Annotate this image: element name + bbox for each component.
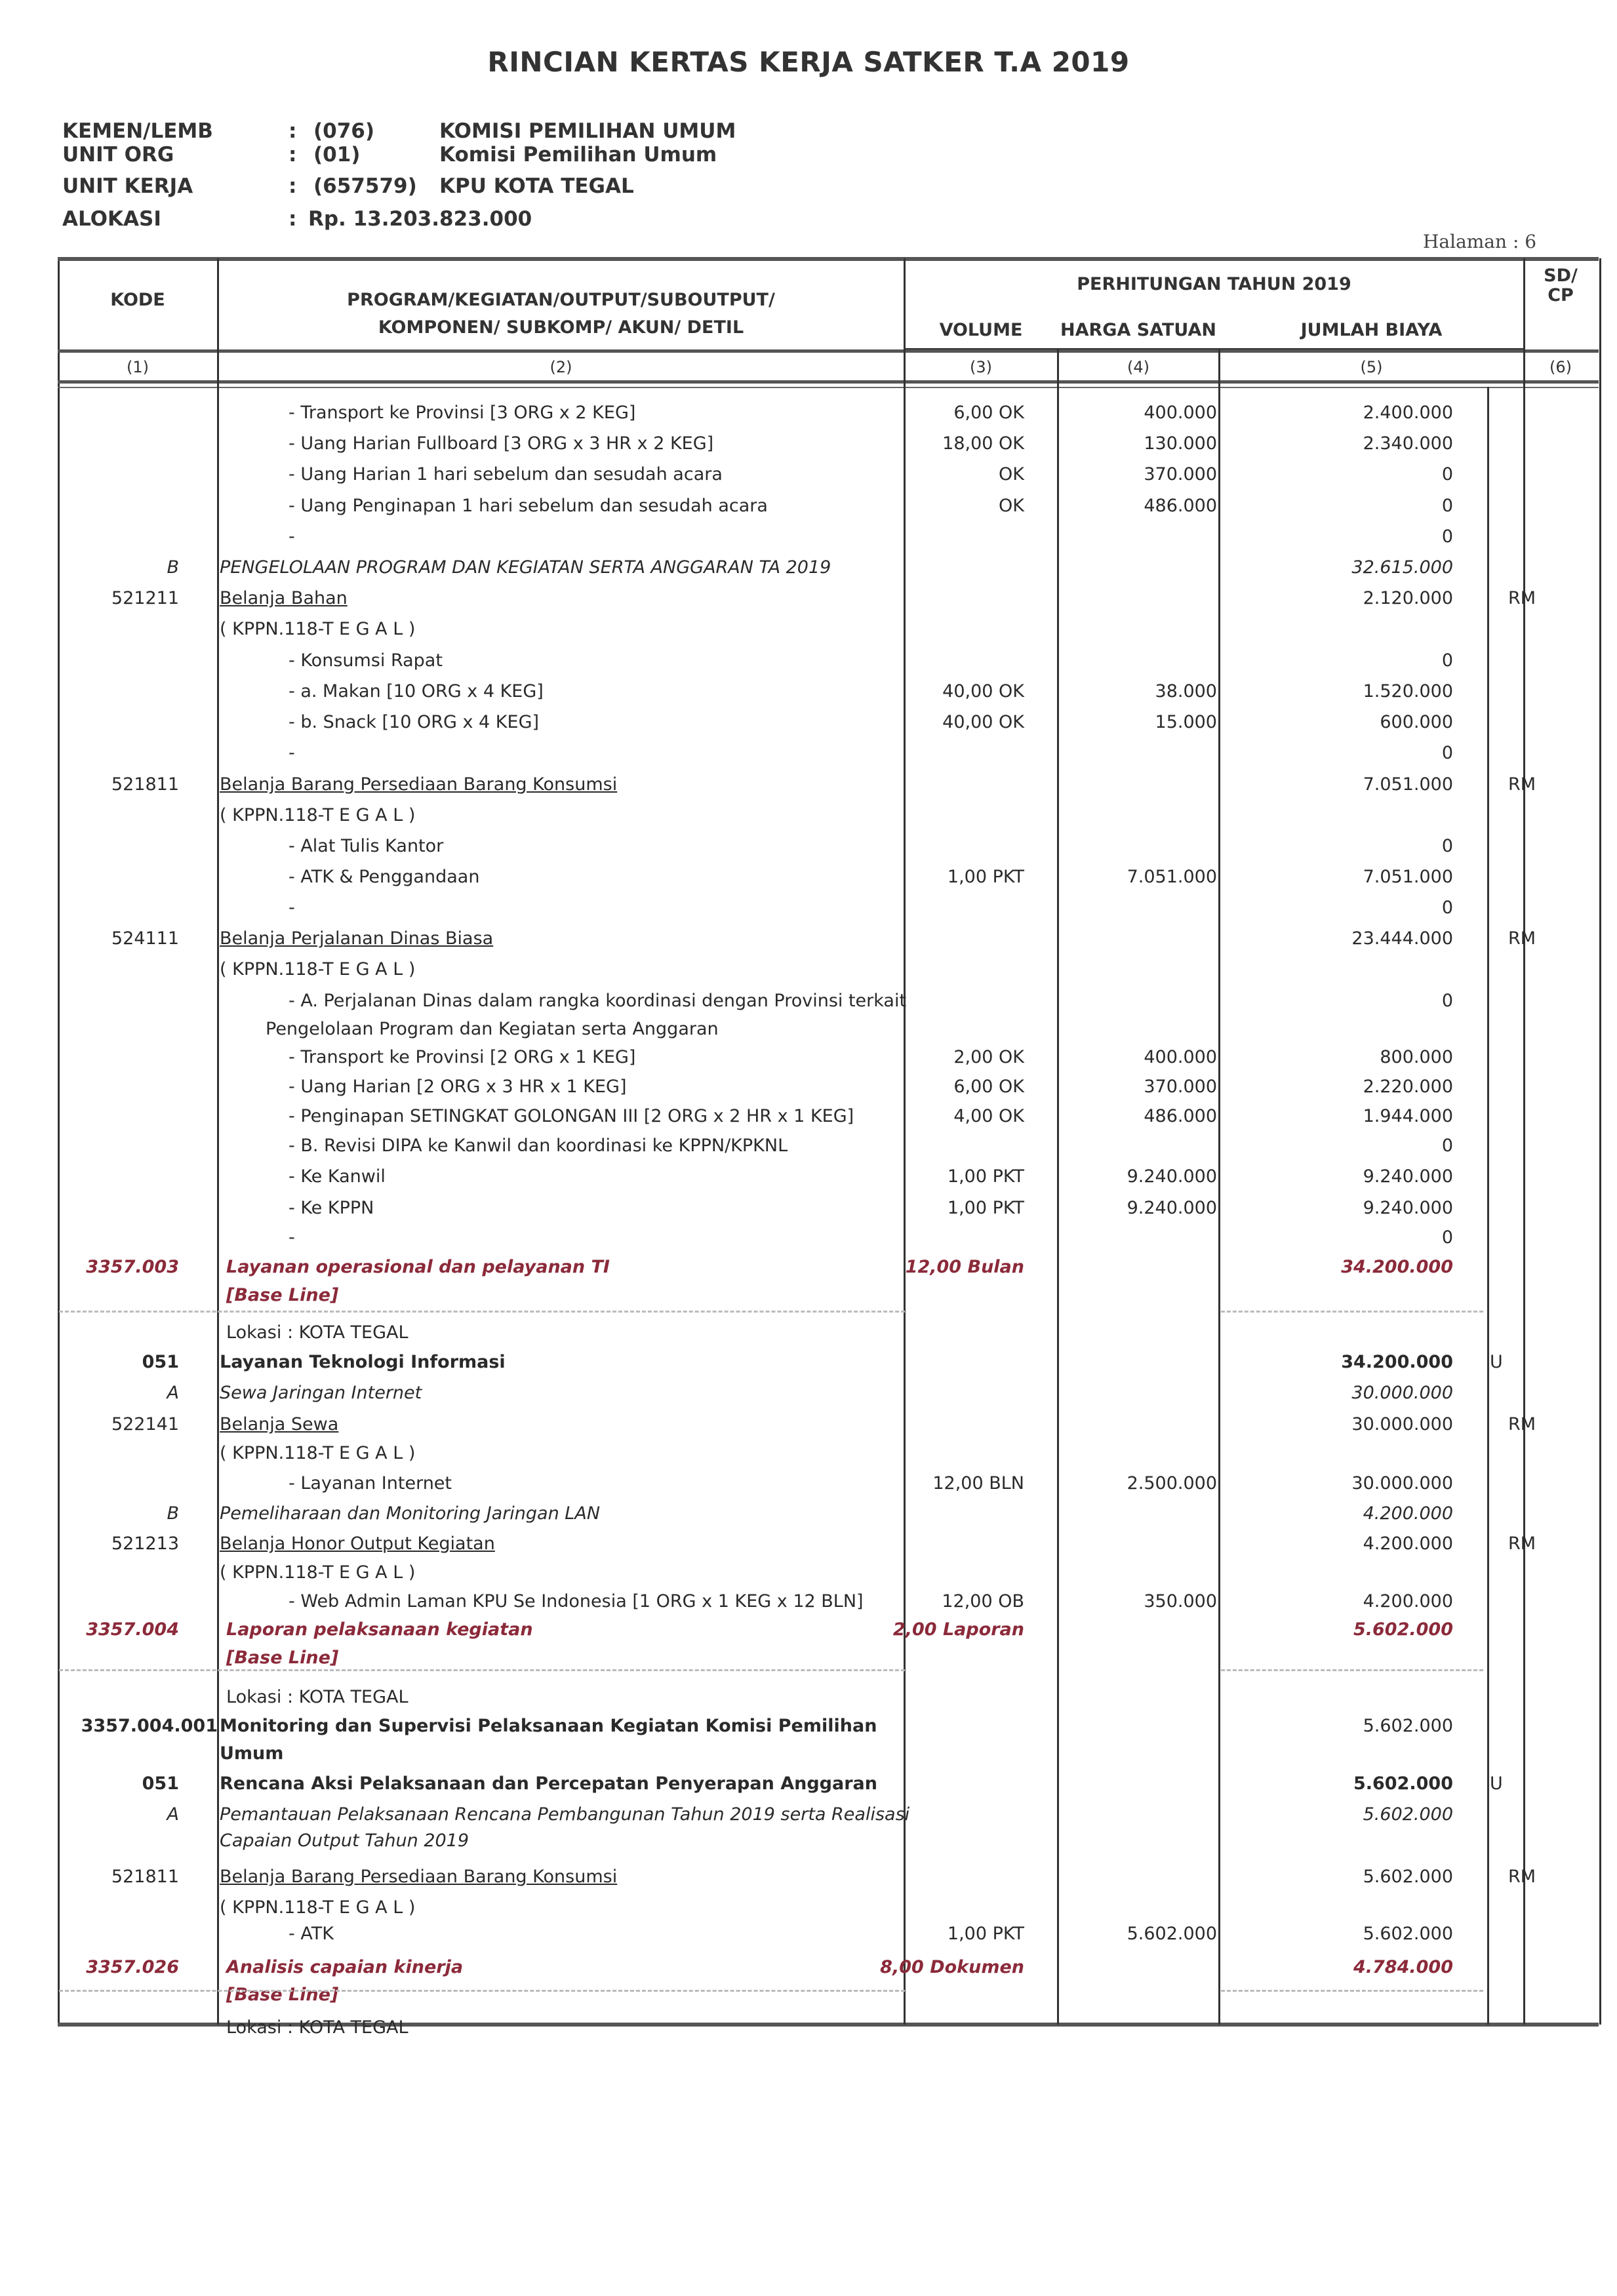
meta-label: KEMEN/LEMB <box>62 119 213 143</box>
description-cell: Analisis capaian kinerja <box>226 1957 464 1977</box>
kode-cell: 051 <box>142 1352 179 1372</box>
jumlah-biaya-cell: 0 <box>1441 1136 1453 1156</box>
kode-cell: B <box>167 557 179 578</box>
dashed-separator <box>1221 1669 1483 1671</box>
kode-cell: 521811 <box>111 1867 179 1887</box>
colnum-6: (6) <box>1549 358 1572 376</box>
meta-value: Komisi Pemilihan Umum <box>439 143 717 167</box>
jumlah-biaya-cell: 5.602.000 <box>1363 1716 1453 1736</box>
description-cell: - ATK <box>289 1924 334 1944</box>
description-cell: - Web Admin Laman KPU Se Indonesia [1 ORG x 1 KEG x 12 BLN] <box>289 1591 864 1612</box>
description-cell: Belanja Sewa <box>220 1414 339 1435</box>
header-program-line1: PROGRAM/KEGIATAN/OUTPUT/SUBOUTPUT/ <box>347 290 775 310</box>
volume-cell: 6,00 OK <box>953 403 1024 423</box>
header-kode: KODE <box>110 290 165 310</box>
jumlah-biaya-cell: 30.000.000 <box>1351 1473 1453 1494</box>
meta-value: KPU KOTA TEGAL <box>439 174 634 198</box>
unit-flag-cell: U <box>1490 1773 1503 1794</box>
jumlah-biaya-cell: 0 <box>1441 836 1453 856</box>
kode-cell: 3357.004 <box>86 1619 179 1640</box>
meta-label: ALOKASI <box>62 207 161 231</box>
description-cell: ( KPPN.118-T E G A L ) <box>220 959 416 980</box>
harga-satuan-cell: 400.000 <box>1144 1047 1217 1067</box>
jumlah-biaya-cell: 0 <box>1441 743 1453 763</box>
jumlah-biaya-cell: 4.200.000 <box>1363 1591 1453 1612</box>
volume-cell: 8,00 Dokumen <box>880 1957 1024 1977</box>
kode-cell: 3357.026 <box>86 1957 179 1977</box>
jumlah-biaya-cell: 7.051.000 <box>1363 774 1453 795</box>
description-cell: Layanan Teknologi Informasi <box>220 1352 506 1372</box>
jumlah-biaya-cell: 5.602.000 <box>1363 1804 1453 1825</box>
meta-code: (657579) <box>313 174 417 198</box>
dashed-separator <box>59 1311 905 1313</box>
description-cell: Belanja Honor Output Kegiatan <box>220 1534 495 1554</box>
table-top-rule <box>58 257 1599 261</box>
description-cell: - ATK & Penggandaan <box>289 867 480 887</box>
jumlah-biaya-cell: 2.120.000 <box>1363 588 1453 608</box>
table-row <box>0 1529 1617 1559</box>
kode-cell: 3357.004.001 <box>81 1716 218 1736</box>
volume-cell: 6,00 OK <box>953 1077 1024 1097</box>
harga-satuan-cell: 370.000 <box>1144 1077 1217 1097</box>
description-cell: ( KPPN.118-T E G A L ) <box>220 1562 416 1583</box>
jumlah-biaya-cell: 0 <box>1441 464 1453 485</box>
table-row <box>0 1252 1617 1282</box>
colnum-bottom-rule <box>58 380 1599 384</box>
table-row <box>0 677 1617 707</box>
description-cell: [Base Line] <box>226 1285 339 1305</box>
header-perhitungan: PERHITUNGAN TAHUN 2019 <box>1077 274 1351 294</box>
table-row <box>0 831 1617 861</box>
jumlah-biaya-cell: 4.200.000 <box>1363 1534 1453 1554</box>
harga-satuan-cell: 9.240.000 <box>1127 1198 1217 1218</box>
table-row <box>0 1438 1617 1469</box>
kode-cell: 524111 <box>111 928 179 949</box>
jumlah-biaya-cell: 1.520.000 <box>1363 681 1453 702</box>
meta-colon: : <box>289 207 297 231</box>
table-row <box>0 955 1617 985</box>
page-colon: : <box>1512 231 1525 252</box>
meta-label: UNIT KERJA <box>62 174 193 198</box>
table-row <box>0 1318 1617 1348</box>
description-cell: - Transport ke Provinsi [2 ORG x 1 KEG] <box>289 1047 636 1067</box>
kode-cell: A <box>167 1383 179 1403</box>
description-cell: Umum <box>220 1743 284 1764</box>
description-cell: - a. Makan [10 ORG x 4 KEG] <box>289 681 544 702</box>
jumlah-biaya-cell: 30.000.000 <box>1351 1383 1453 1403</box>
description-cell: Lokasi : KOTA TEGAL <box>226 1687 409 1707</box>
description-cell: - Ke KPPN <box>289 1198 374 1218</box>
volume-cell: 12,00 Bulan <box>905 1257 1024 1277</box>
description-cell: - <box>289 743 295 763</box>
kode-cell: 051 <box>142 1773 179 1794</box>
description-cell: - b. Snack [10 ORG x 4 KEG] <box>289 712 540 732</box>
table-row <box>0 707 1617 738</box>
jumlah-biaya-cell: 0 <box>1441 898 1453 918</box>
table-row <box>0 770 1617 800</box>
description-cell: - Konsumsi Rapat <box>289 650 443 671</box>
harga-satuan-cell: 130.000 <box>1144 433 1217 454</box>
jumlah-biaya-cell: 5.602.000 <box>1363 1924 1453 1944</box>
description-cell: - Transport ke Provinsi [3 ORG x 2 KEG] <box>289 403 636 423</box>
colnum-2: (2) <box>549 358 572 376</box>
table-row <box>0 1587 1617 1617</box>
table-row <box>0 893 1617 923</box>
table-row <box>0 1280 1617 1311</box>
jumlah-biaya-cell: 0 <box>1441 650 1453 671</box>
table-row <box>0 986 1617 1016</box>
jumlah-biaya-cell: 4.200.000 <box>1363 1503 1453 1524</box>
table-row <box>0 1347 1617 1377</box>
volume-cell: 18,00 OK <box>942 433 1024 454</box>
jumlah-biaya-cell: 0 <box>1441 1227 1453 1248</box>
jumlah-biaya-cell: 5.602.000 <box>1353 1619 1453 1640</box>
sdcp-cell: RM <box>1508 774 1536 795</box>
kode-cell: B <box>167 1503 179 1524</box>
jumlah-biaya-cell: 32.615.000 <box>1351 557 1453 578</box>
table-row <box>0 1769 1617 1799</box>
harga-satuan-cell: 7.051.000 <box>1127 867 1217 887</box>
jumlah-biaya-cell: 9.240.000 <box>1363 1166 1453 1187</box>
table-row <box>0 1469 1617 1499</box>
table-row <box>0 646 1617 676</box>
table-row <box>0 1826 1617 1856</box>
page-label: Halaman <box>1423 231 1507 252</box>
jumlah-biaya-cell: 34.200.000 <box>1341 1257 1453 1277</box>
description-cell: Belanja Bahan <box>220 588 348 608</box>
table-row <box>0 491 1617 521</box>
description-cell: ( KPPN.118-T E G A L ) <box>220 805 416 825</box>
volume-cell: 40,00 OK <box>942 681 1024 702</box>
description-cell: - Uang Harian Fullboard [3 ORG x 3 HR x 2 KEG] <box>289 433 714 454</box>
dashed-separator <box>59 1669 905 1671</box>
table-row <box>0 553 1617 583</box>
description-cell: - <box>289 526 295 547</box>
meta-value: KOMISI PEMILIHAN UMUM <box>439 119 736 143</box>
description-cell: Belanja Barang Persediaan Barang Konsumsi <box>220 774 618 795</box>
table-row <box>0 801 1617 831</box>
table-row <box>0 614 1617 644</box>
kode-cell: 521213 <box>111 1534 179 1554</box>
description-cell: Layanan operasional dan pelayanan TI <box>226 1257 610 1277</box>
sdcp-cell: RM <box>1508 1414 1536 1435</box>
sdcp-cell: RM <box>1508 928 1536 949</box>
jumlah-biaya-cell: 0 <box>1441 991 1453 1011</box>
sdcp-cell: RM <box>1508 1534 1536 1554</box>
description-cell: - Layanan Internet <box>289 1473 452 1494</box>
description-cell: Pemeliharaan dan Monitoring Jaringan LAN <box>220 1503 601 1524</box>
jumlah-biaya-cell: 23.444.000 <box>1351 928 1453 949</box>
kode-cell: 3357.003 <box>86 1257 179 1277</box>
page-number: 6 <box>1525 231 1537 252</box>
jumlah-biaya-cell: 2.400.000 <box>1363 403 1453 423</box>
meta-colon: : <box>289 174 297 198</box>
description-cell: Capaian Output Tahun 2019 <box>220 1831 469 1851</box>
header-jumlah-biaya: JUMLAH BIAYA <box>1300 320 1443 340</box>
table-row <box>0 1952 1617 1983</box>
description-cell: - Alat Tulis Kantor <box>289 836 444 856</box>
jumlah-biaya-cell: 4.784.000 <box>1353 1957 1453 1977</box>
table-row <box>0 1042 1617 1073</box>
header-sdcp: SD/ CP <box>1544 266 1578 306</box>
table-row <box>0 1131 1617 1161</box>
table-row <box>0 1101 1617 1132</box>
header-volume: VOLUME <box>939 320 1023 340</box>
kode-cell: 521211 <box>111 588 179 608</box>
harga-satuan-cell: 350.000 <box>1144 1591 1217 1612</box>
description-cell: Belanja Perjalanan Dinas Biasa <box>220 928 494 949</box>
jumlah-biaya-cell: 800.000 <box>1380 1047 1453 1067</box>
table-row <box>0 1739 1617 1769</box>
header-bottom-rule <box>58 349 1599 353</box>
table-row <box>0 1711 1617 1741</box>
jumlah-biaya-cell: 2.340.000 <box>1363 433 1453 454</box>
table-row <box>0 1162 1617 1192</box>
volume-cell: 2,00 OK <box>953 1047 1024 1067</box>
description-cell: Pemantauan Pelaksanaan Rencana Pembangunan Tahun 2019 serta Realisasi <box>220 1804 910 1825</box>
jumlah-biaya-cell: 600.000 <box>1380 712 1453 732</box>
meta-colon: : <box>289 143 297 167</box>
meta-code: Rp. 13.203.823.000 <box>308 207 532 231</box>
description-cell: Lokasi : KOTA TEGAL <box>226 2017 409 2038</box>
meta-code: (076) <box>313 119 375 143</box>
description-cell: - B. Revisi DIPA ke Kanwil dan koordinasi ke KPPN/KPKNL <box>289 1136 788 1156</box>
table-row <box>0 1499 1617 1529</box>
table-row <box>0 2013 1617 2043</box>
volume-cell: 12,00 OB <box>942 1591 1024 1612</box>
description-cell: - Uang Penginapan 1 hari sebelum dan sesudah acara <box>289 496 768 516</box>
harga-satuan-cell: 400.000 <box>1144 403 1217 423</box>
harga-satuan-cell: 38.000 <box>1155 681 1217 702</box>
kode-cell: 522141 <box>111 1414 179 1435</box>
description-cell: Lokasi : KOTA TEGAL <box>226 1322 409 1343</box>
volume-cell: 1,00 PKT <box>947 867 1024 887</box>
unit-flag-cell: U <box>1490 1352 1503 1372</box>
description-cell: - <box>289 1227 295 1248</box>
description-cell: - Uang Harian 1 hari sebelum dan sesudah acara <box>289 464 723 485</box>
description-cell: - Ke Kanwil <box>289 1166 386 1187</box>
jumlah-biaya-cell: 34.200.000 <box>1341 1352 1453 1372</box>
jumlah-biaya-cell: 5.602.000 <box>1363 1867 1453 1887</box>
colnum-3: (3) <box>970 358 992 376</box>
jumlah-biaya-cell: 2.220.000 <box>1363 1077 1453 1097</box>
table-row <box>0 460 1617 490</box>
harga-satuan-cell: 15.000 <box>1155 712 1217 732</box>
description-cell: [Base Line] <box>226 1985 339 2005</box>
volume-cell: 12,00 BLN <box>932 1473 1024 1494</box>
table-row <box>0 398 1617 428</box>
table-row <box>0 1014 1617 1044</box>
kode-cell: 521811 <box>111 774 179 795</box>
table-row <box>0 738 1617 768</box>
meta-code: (01) <box>313 143 361 167</box>
description-cell: - Uang Harian [2 ORG x 3 HR x 1 KEG] <box>289 1077 627 1097</box>
dashed-separator <box>1221 1990 1483 1992</box>
table-row <box>0 1193 1617 1223</box>
table-row <box>0 1558 1617 1588</box>
colnum-4: (4) <box>1127 358 1149 376</box>
description-cell: Sewa Jaringan Internet <box>220 1383 422 1403</box>
sdcp-cell: RM <box>1508 1867 1536 1887</box>
jumlah-biaya-cell: 7.051.000 <box>1363 867 1453 887</box>
description-cell: [Base Line] <box>226 1648 339 1668</box>
table-row <box>0 1919 1617 1949</box>
sdcp-cell: RM <box>1508 588 1536 608</box>
page-indicator <box>1423 231 1536 252</box>
description-cell: Laporan pelaksanaan kegiatan <box>226 1619 533 1640</box>
table-row <box>0 522 1617 552</box>
description-cell: - <box>289 898 295 918</box>
colnum-5: (5) <box>1360 358 1383 376</box>
jumlah-biaya-cell: 1.944.000 <box>1363 1106 1453 1126</box>
volume-cell: 4,00 OK <box>953 1106 1024 1126</box>
volume-cell: OK <box>999 496 1024 516</box>
table-row <box>0 1410 1617 1440</box>
table-row <box>0 1615 1617 1645</box>
harga-satuan-cell: 486.000 <box>1144 1106 1217 1126</box>
table-row <box>0 1072 1617 1102</box>
jumlah-biaya-cell: 0 <box>1441 496 1453 516</box>
description-cell: Belanja Barang Persediaan Barang Konsumsi <box>220 1867 618 1887</box>
volume-cell: 2,00 Laporan <box>892 1619 1024 1640</box>
meta-colon: : <box>289 119 297 143</box>
dashed-separator <box>59 1990 905 1992</box>
description-cell: Rencana Aksi Pelaksanaan dan Percepatan Penyerapan Anggaran <box>220 1773 877 1794</box>
description-cell: Monitoring dan Supervisi Pelaksanaan Kegiatan Komisi Pemilihan <box>220 1716 877 1736</box>
description-cell: ( KPPN.118-T E G A L ) <box>220 619 416 639</box>
meta-label: UNIT ORG <box>62 143 174 167</box>
harga-satuan-cell: 486.000 <box>1144 496 1217 516</box>
table-row <box>0 1378 1617 1408</box>
table-row <box>0 1682 1617 1712</box>
harga-satuan-cell: 2.500.000 <box>1127 1473 1217 1494</box>
header-program-line2: KOMPONEN/ SUBKOMP/ AKUN/ DETIL <box>378 317 744 338</box>
jumlah-biaya-cell: 9.240.000 <box>1363 1198 1453 1218</box>
table-row <box>0 1862 1617 1892</box>
dashed-separator <box>1221 1311 1483 1313</box>
harga-satuan-cell: 5.602.000 <box>1127 1924 1217 1944</box>
volume-cell: 1,00 PKT <box>947 1166 1024 1187</box>
kode-cell: A <box>167 1804 179 1825</box>
table-row <box>0 1980 1617 2010</box>
volume-cell: 40,00 OK <box>942 712 1024 732</box>
harga-satuan-cell: 9.240.000 <box>1127 1166 1217 1187</box>
table-row <box>0 429 1617 459</box>
page-title: RINCIAN KERTAS KERJA SATKER T.A 2019 <box>487 46 1130 78</box>
volume-cell: OK <box>999 464 1024 485</box>
jumlah-biaya-cell: 30.000.000 <box>1351 1414 1453 1435</box>
description-cell: - A. Perjalanan Dinas dalam rangka koordinasi dengan Provinsi terkait <box>289 991 907 1011</box>
description-cell: ( KPPN.118-T E G A L ) <box>220 1443 416 1463</box>
description-cell: - Penginapan SETINGKAT GOLONGAN III [2 ORG x 2 HR x 1 KEG] <box>289 1106 854 1126</box>
header-harga-satuan: HARGA SATUAN <box>1060 320 1216 340</box>
table-row <box>0 924 1617 954</box>
description-cell: PENGELOLAAN PROGRAM DAN KEGIATAN SERTA ANGGARAN TA 2019 <box>220 557 831 578</box>
colnum-1: (1) <box>127 358 149 376</box>
table-row <box>0 862 1617 892</box>
jumlah-biaya-cell: 5.602.000 <box>1353 1773 1453 1794</box>
volume-cell: 1,00 PKT <box>947 1924 1024 1944</box>
table-row <box>0 584 1617 614</box>
table-row <box>0 1223 1617 1253</box>
jumlah-biaya-cell: 0 <box>1441 526 1453 547</box>
harga-satuan-cell: 370.000 <box>1144 464 1217 485</box>
description-cell: Pengelolaan Program dan Kegiatan serta Anggaran <box>266 1019 719 1039</box>
description-cell: ( KPPN.118-T E G A L ) <box>220 1897 416 1918</box>
volume-cell: 1,00 PKT <box>947 1198 1024 1218</box>
